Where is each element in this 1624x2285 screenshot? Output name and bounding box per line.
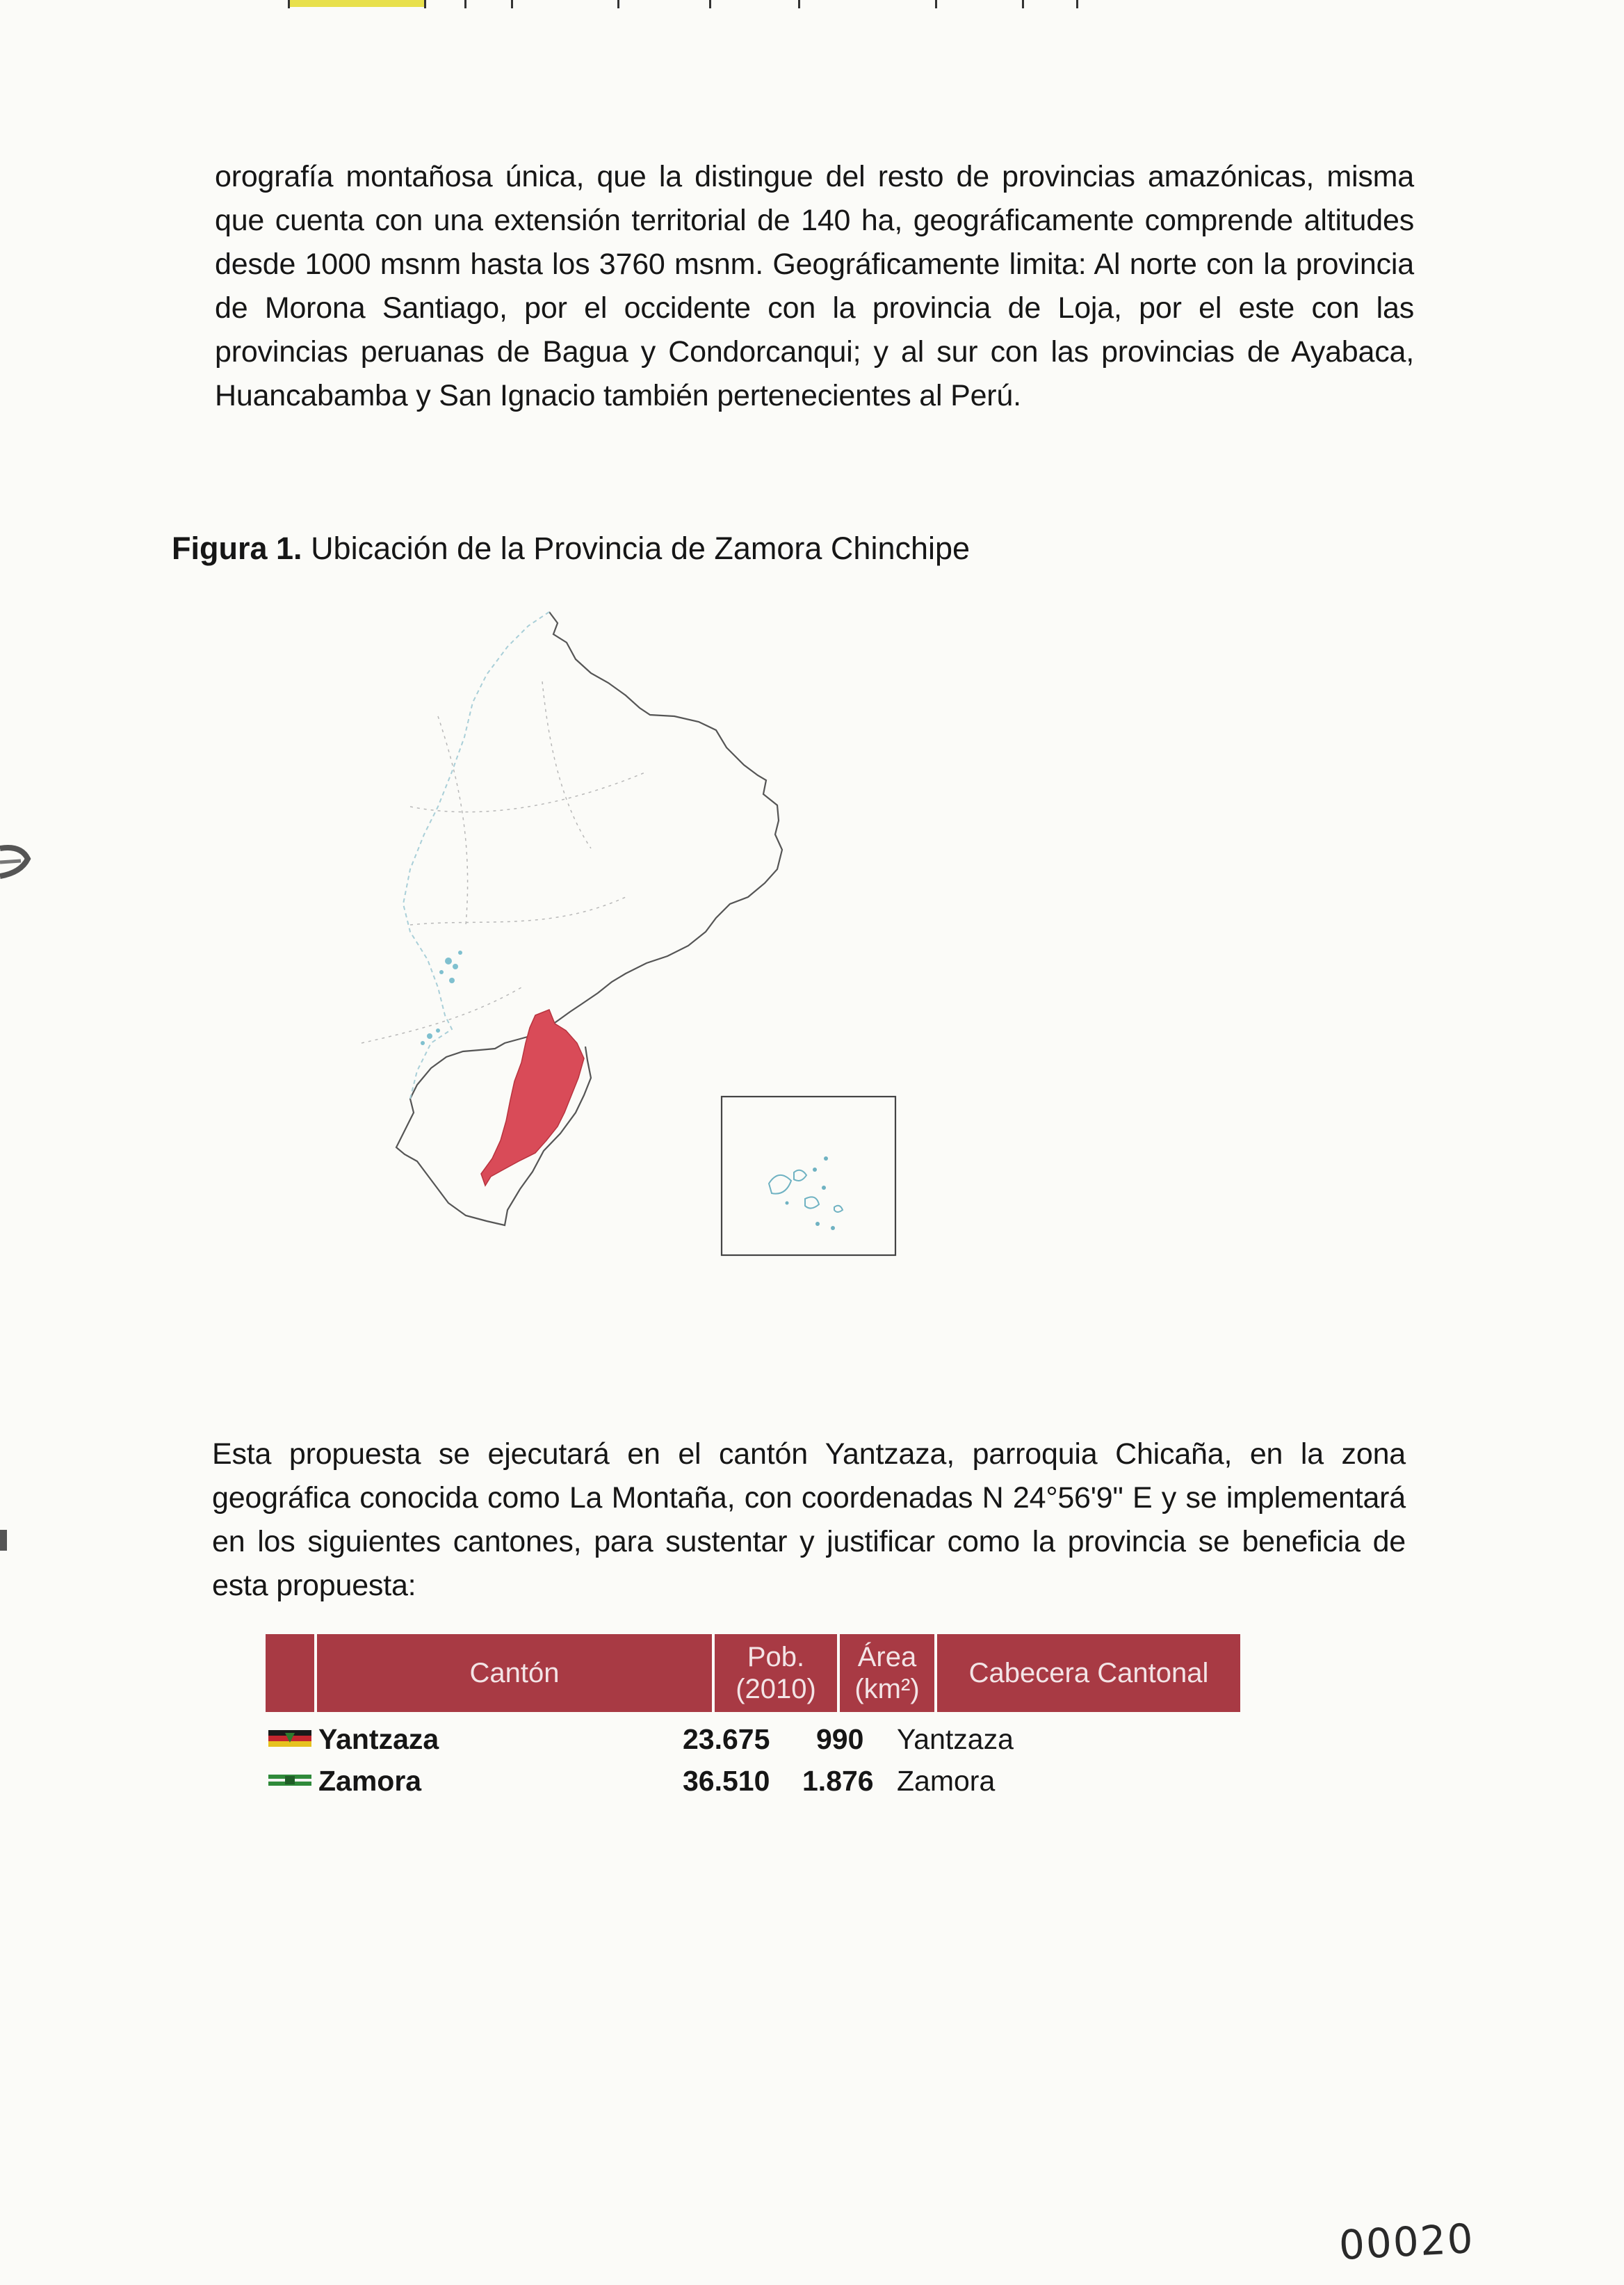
cantons-table [266,1634,1240,1801]
row-pob: 36.510 [683,1765,770,1797]
body-paragraph-1: orografía montañosa única, que la distingue del resto de provincias amazónicas, misma que cuenta con una extensión territorial de 140 ha, geográficamente comprende altitudes desde 1000 msnm hasta los 3760 msnm. Geográficamente limita: Al norte con la provincia de Morona Santiago, por el occidente con la provincia de Loja, por el este con las provincias peruanas de Bagua y Condorcanqui; y al sur con las provincias de Ayabaca, Huancabamba y San Ignacio también pertenecientes al Perú. [215,160,1414,412]
header-area-unit: (km²) [854,1674,920,1704]
header-flag-cell [266,1634,314,1712]
province-location-map [299,598,911,1266]
figure-label: Figura 1. [172,531,302,566]
header-canton: Cantón [317,1634,712,1712]
header-area [840,1634,934,1712]
figure-title: Ubicación de la Provincia de Zamora Chinchipe [311,531,971,566]
row-canton: Zamora [318,1765,422,1797]
row-cabecera: Yantzaza [897,1723,1014,1755]
table-header-row [266,1634,1240,1712]
table-row [266,1759,1240,1801]
header-pob-label: Pob. [747,1642,805,1672]
coastline [403,612,549,1099]
row-area: 1.876 [802,1765,874,1797]
scan-artifact-mark [0,1526,14,1554]
figure-caption [172,528,1145,570]
scan-artifact-mark [0,834,35,890]
row-pob: 23.675 [683,1723,770,1755]
coastal-islands [421,951,462,1045]
inset-map-islands [722,1097,895,1255]
header-pob-year: (2010) [736,1674,816,1704]
row-cabecera: Zamora [897,1765,996,1797]
header-cabecera: Cabecera Cantonal [937,1634,1240,1712]
zamora-flag-icon [268,1772,311,1789]
country-outline [396,612,782,1225]
highlighted-province [481,1010,584,1186]
row-area: 990 [816,1723,864,1755]
row-canton: Yantzaza [318,1723,439,1755]
handwritten-page-number: 00020 [1338,2214,1476,2270]
header-area-label: Área [857,1642,917,1672]
table-row [266,1718,1240,1759]
header-pob [715,1634,837,1712]
yantzaza-flag-icon [268,1730,311,1747]
body-paragraph-2: Esta propuesta se ejecutará en el cantón Yantzaza, parroquia Chicaña, en la zona geográfica conocida como La Montaña, con coordenadas N 24°56'9" E y se implementará en los siguientes cantones, para sustentar y justificar como la provincia se beneficia de esta propuesta: [212,1437,1406,1602]
scanner-ruler-strip [0,0,1624,10]
